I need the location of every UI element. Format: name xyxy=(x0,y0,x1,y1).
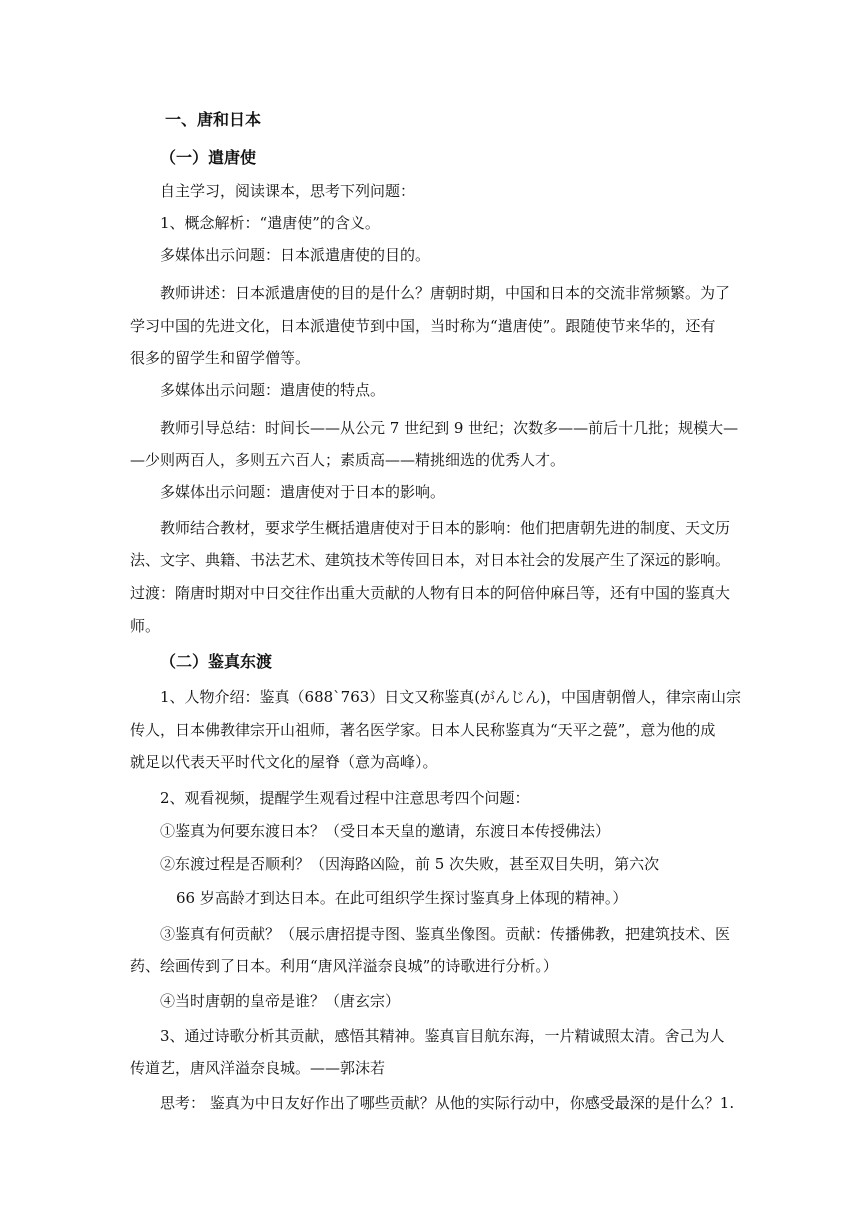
paragraph: 1、概念解析：“遣唐使”的含义。 xyxy=(160,214,380,232)
question-3: ③鉴真有何贡献？（展示唐招提寺图、鉴真坐像图。贡献：传播佛教，把建筑技术、医 xyxy=(160,925,731,943)
paragraph-line: 1、人物介绍：鉴真（688`763）日文又称鉴真(がんじん)，中国唐朝僧人，律宗南山宗 xyxy=(160,688,742,706)
paragraph: 自主学习，阅读课本，思考下列问题： xyxy=(160,182,416,200)
paragraph-line: 法、文字、典籍、书法艺术、建筑技术等传回日本，对日本社会的发展产生了深远的影响。 xyxy=(130,551,731,569)
section-heading: 一、唐和日本 xyxy=(165,110,262,129)
subsection-heading: （一）遣唐使 xyxy=(160,148,257,167)
paragraph: 思考： 鉴真为中日友好作出了哪些贡献？从他的实际行动中，你感受最深的是什么？1. xyxy=(160,1094,735,1112)
paragraph-line: 传人，日本佛教律宗开山祖师，著名医学家。日本人民称鉴真为“天平之甍”，意为他的成 xyxy=(130,721,716,739)
paragraph-line: 过渡：隋唐时期对中日交往作出重大贡献的人物有日本的阿倍仲麻吕等，还有中国的鉴真大 xyxy=(130,584,731,602)
paragraph: 多媒体出示问题：遣唐使对于日本的影响。 xyxy=(160,483,446,501)
question-3-continuation: 药、绘画传到了日本。利用“唐风洋溢奈良城”的诗歌进行分析。） xyxy=(130,957,558,975)
paragraph: 多媒体出示问题：日本派遣唐使的目的。 xyxy=(160,246,431,264)
paragraph-line: —少则两百人，多则五六百人；素质高——精挑细选的优秀人才。 xyxy=(130,451,566,469)
paragraph-line: 教师讲述：日本派遣唐使的目的是什么？唐朝时期，中国和日本的交流非常频繁。为了 xyxy=(160,284,731,302)
question-2-continuation: 66 岁高龄才到达日本。在此可组织学生探讨鉴真身上体现的精神。） xyxy=(176,889,628,907)
paragraph-line: 教师结合教材，要求学生概括遣唐使对于日本的影响：他们把唐朝先进的制度、天文历 xyxy=(160,519,731,537)
subsection-heading: （二）鉴真东渡 xyxy=(160,652,273,671)
paragraph-line: 很多的留学生和留学僧等。 xyxy=(130,349,311,367)
question-4: ④当时唐朝的皇帝是谁？（唐玄宗） xyxy=(160,992,401,1010)
paragraph-line: 3、通过诗歌分析其贡献，感悟其精神。鉴真盲目航东海，一片精诚照太清。舍己为人 xyxy=(160,1027,725,1045)
paragraph: 多媒体出示问题：遣唐使的特点。 xyxy=(160,381,386,399)
paragraph-line: 教师引导总结：时间长——从公元 7 世纪到 9 世纪；次数多——前后十几批；规模大— xyxy=(160,419,739,437)
paragraph-line: 学习中国的先进文化，日本派遣使节到中国，当时称为“遣唐使”。跟随使节来华的，还有 xyxy=(130,317,716,335)
paragraph: 2、观看视频，提醒学生观看过程中注意思考四个问题： xyxy=(160,789,530,807)
paragraph-line: 师。 xyxy=(130,617,161,635)
paragraph-line: 就足以代表天平时代文化的屋脊（意为高峰）。 xyxy=(130,753,438,771)
paragraph-line: 传道艺，唐风洋溢奈良城。——郭沫若 xyxy=(130,1059,386,1077)
question-1: ①鉴真为何要东渡日本？（受日本天皇的邀请，东渡日本传授佛法） xyxy=(160,822,611,840)
question-2: ②东渡过程是否顺利？（因海路凶险，前 5 次失败，甚至双目失明，第六次 xyxy=(160,855,660,873)
